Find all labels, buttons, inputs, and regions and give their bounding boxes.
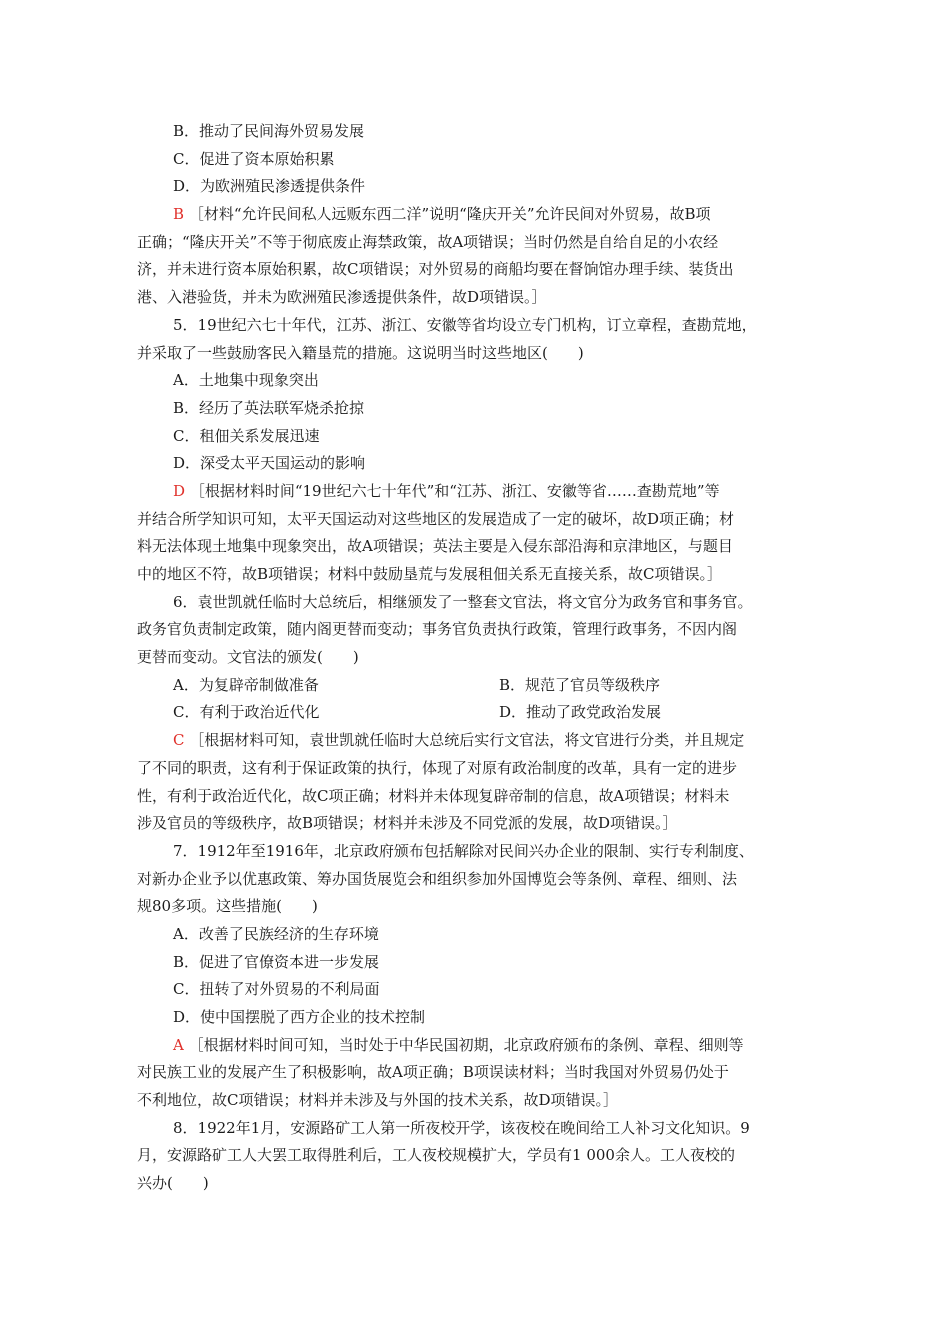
- q6-option-c: C．有利于政治近代化: [173, 703, 320, 722]
- q8-stem-2: 月，安源路矿工人大罢工取得胜利后，工人夜校规模扩大，学员有1 000余人。工人夜校的: [137, 1146, 735, 1165]
- q4-answer-letter: B: [173, 205, 185, 224]
- q5-explanation-1: ［根据材料时间“19世纪六七十年代”和“江苏、浙江、安徽等省……查勘荒地”等: [189, 481, 720, 500]
- q7-option-b: B．促进了官僚资本进一步发展: [173, 952, 380, 971]
- q5-option-b: B．经历了英法联军烧杀抢掠: [173, 398, 365, 417]
- q5-stem-1: 5．19世纪六七十年代，江苏、浙江、安徽等省均设立专门机构，订立章程，查勘荒地，: [173, 315, 757, 334]
- q4-option-d: D．为欧洲殖民渗透提供条件: [173, 177, 366, 196]
- q4-explanation-4: 港、入港验货，并未为欧洲殖民渗透提供条件，故D项错误。］: [137, 288, 547, 307]
- q5-stem-2: 并采取了一些鼓励客民入籍垦荒的措施。这说明当时这些地区( ): [137, 343, 584, 362]
- q8-stem-3: 兴办( ): [137, 1174, 209, 1193]
- q7-explanation-2: 对民族工业的发展产生了积极影响，故A项正确；B项误读材料；当时我国对外贸易仍处于: [137, 1063, 729, 1082]
- q5-option-a: A．土地集中现象突出: [173, 371, 319, 390]
- q5-explanation-2: 并结合所学知识可知，太平天国运动对这些地区的发展造成了一定的破坏，故D项正确；材: [137, 509, 735, 528]
- q7-stem-2: 对新办企业予以优惠政策、筹办国货展览会和组织参加外国博览会等条例、章程、细则、法: [137, 869, 738, 888]
- q4-option-c: C．促进了资本原始积累: [173, 149, 335, 168]
- q8-stem-1: 8．1922年1月，安源路矿工人第一所夜校开学，该夜校在晚间给工人补习文化知识。9: [173, 1118, 750, 1137]
- q6-options-row-1: [137, 672, 817, 700]
- q6-option-d: D．推动了政党政治发展: [499, 703, 662, 722]
- q6-answer-line-1: [137, 727, 817, 755]
- q5-option-d: D．深受太平天国运动的影响: [173, 454, 366, 473]
- q5-explanation-4: 中的地区不符，故B项错误；材料中鼓励垦荒与发展租佃关系无直接关系，故C项错误。］: [137, 565, 723, 583]
- q6-explanation-1: ［根据材料可知，袁世凯就任临时大总统后实行文官法，将文官进行分类，并且规定: [189, 731, 745, 750]
- q6-explanation-3: 性，有利于政治近代化，故C项正确；材料并未体现复辟帝制的信息，故A项错误；材料未: [137, 786, 730, 805]
- q6-option-b: B．规范了官员等级秩序: [499, 675, 661, 694]
- q6-stem-3: 更替而变动。文官法的颁发( ): [137, 648, 359, 667]
- q6-options-row-2: [137, 699, 817, 727]
- q6-option-a: A．为复辟帝制做准备: [173, 675, 319, 694]
- q7-explanation-1: ［根据材料时间可知，当时处于中华民国初期，北京政府颁布的条例、章程、细则等: [188, 1035, 744, 1054]
- q5-answer-letter: D: [173, 481, 186, 500]
- q7-answer-line-1: [137, 1032, 817, 1060]
- q5-explanation-3: 料无法体现土地集中现象突出，故A项错误；英法主要是入侵东部沿海和京津地区，与题目: [137, 537, 733, 556]
- document-page: [137, 118, 817, 1198]
- q7-stem-3: 规80多项。这些措施( ): [137, 897, 318, 916]
- q6-explanation-4: 涉及官员的等级秩序，故B项错误；材料并未涉及不同党派的发展，故D项错误。］: [137, 814, 678, 833]
- q4-option-b: B．推动了民间海外贸易发展: [173, 122, 365, 140]
- q4-explanation-2: 正确；“隆庆开关”不等于彻底废止海禁政策，故A项错误；当时仍然是自给自足的小农经: [137, 232, 719, 251]
- q7-explanation-3: 不利地位，故C项错误；材料并未涉及与外国的技术关系，故D项错误。］: [137, 1091, 619, 1110]
- q7-stem-1: 7．1912年至1916年，北京政府颁布包括解除对民间兴办企业的限制、实行专利制度、: [173, 841, 754, 860]
- q7-answer-letter: A: [173, 1035, 184, 1054]
- q7-option-c: C．扭转了对外贸易的不利局面: [173, 980, 380, 999]
- q6-stem-2: 政务官负责制定政策，随内阁更替而变动；事务官负责执行政策，管理行政事务，不因内阁: [137, 620, 738, 639]
- q4-answer-line-1: [137, 201, 817, 229]
- q7-option-d: D．使中国摆脱了西方企业的技术控制: [173, 1008, 426, 1026]
- q6-answer-letter: C: [173, 731, 185, 750]
- q7-option-a: A．改善了民族经济的生存环境: [173, 924, 379, 943]
- q4-explanation-1: ［材料“允许民间私人远贩东西二洋”说明“隆庆开关”允许民间对外贸易，故B项: [188, 205, 711, 224]
- q6-explanation-2: 了不同的职责，这有利于保证政策的执行，体现了对原有政治制度的改革，具有一定的进步: [137, 758, 738, 777]
- q5-option-c: C．租佃关系发展迅速: [173, 426, 320, 445]
- q4-explanation-3: 济，并未进行资本原始积累，故C项错误；对外贸易的商船均要在督饷馆办理手续、装货出: [137, 260, 734, 279]
- q5-answer-line-1: [137, 478, 817, 506]
- q6-stem-1: 6．袁世凯就任临时大总统后，相继颁发了一整套文官法，将文官分为政务官和事务官。: [173, 592, 753, 611]
